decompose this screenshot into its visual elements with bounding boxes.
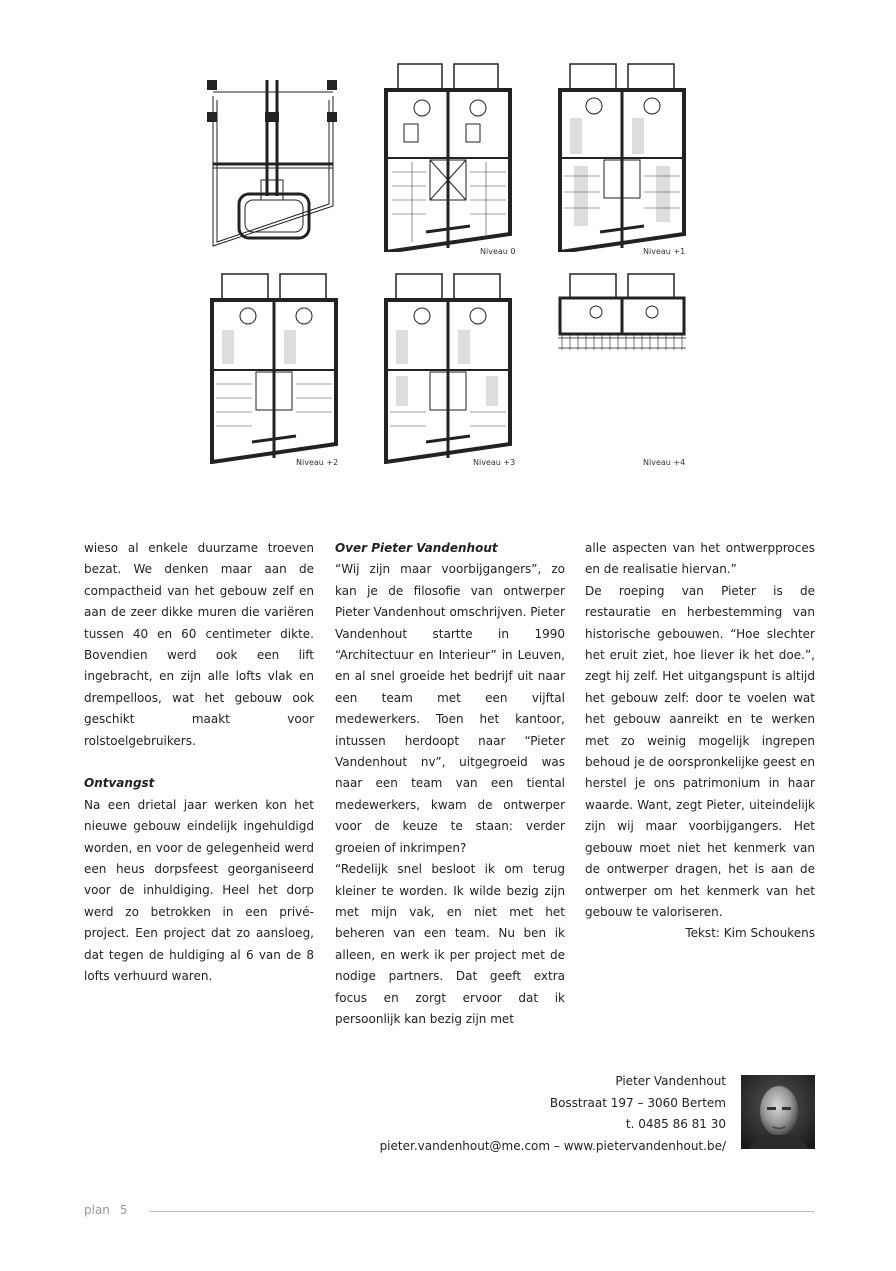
footer-divider: [150, 1211, 815, 1212]
paragraph: Na een drietal jaar werken kon het nieuwe gebouw eindelijk ingehuldigd worden, en voor de gelegenheid werd een heus dorpsfeest georganiseerd voor de inhuldiging. Heel het dorp werd zo betrokken in een privé-project. Een project dat zo aansloeg, dat tegen de huldiging al 6 van de 8 lofts verhuurd waren.: [84, 797, 314, 984]
contact-block: [380, 1071, 726, 1157]
text-column-1: [84, 538, 314, 988]
page-number: 5: [119, 1203, 128, 1217]
portrait-photo: [741, 1075, 815, 1149]
plan-label-niveau-3: Niveau +3: [473, 458, 516, 467]
text-column-2: [335, 538, 565, 1030]
plan-label-niveau-4: Niveau +4: [643, 458, 686, 467]
paragraph: “Wij zijn maar voorbijgangers”, zo kan je de filosofie van ontwerper Pieter Vandenhout omschrijven. Pieter Vandenhout startte in 1990 “Architectuur en Interieur” in Leuven, en al snel groeide het bedrijf uit naar een team met een vijftal medewerkers. Toen het kantoor, intussen herdoopt naar “Pieter Vandenhout nv”, uitgegroeid was naar een team van een tiental medewerkers, kwam de ontwerper voor de keuze te staan: verder groeien of inkrimpen?: [335, 562, 565, 855]
section-heading-ontvangst: Ontvangst: [84, 776, 155, 791]
contact-phone: t. 0485 86 81 30: [625, 1117, 726, 1131]
floor-plan-niveau-4: [556, 272, 688, 352]
text-column-3: [585, 538, 815, 945]
plan-label-niveau-1: Niveau +1: [643, 247, 686, 256]
section-heading-over-pieter: Over Pieter Vandenhout: [335, 541, 498, 555]
contact-web-link[interactable]: pieter.vandenhout@me.com – www.pietervandenhout.be/: [379, 1138, 726, 1153]
floor-plan-site: [205, 76, 345, 254]
paragraph: alle aspecten van het ontwerpproces en de realisatie hiervan.”: [585, 541, 815, 577]
plan-label-niveau-0: Niveau 0: [480, 247, 516, 256]
floor-plan-niveau-0: [382, 62, 514, 252]
plan-label-niveau-2: Niveau +2: [296, 458, 339, 467]
paragraph: De roeping van Pieter is de restauratie en herbestemming van historische gebouwen. “Hoe slechter het eruit ziet, hoe liever ik het doe.”, zegt hij zelf. Het uitgangspunt is altijd het gebouw zelf: door te voelen wat het gebouw aanreikt en te werken met zo weinig mogelijk ingrepen behoud je de oorspronkelijke geest en herstel je ons patrimonium in haar waarde. Want, zegt Pieter, uiteindelijk zijn wij maar voorbijgangers. Het gebouw moet niet het kenmerk van de ontwerper dragen, het is aan de ontwerper om het kenmerk van het gebouw te valoriseren.: [585, 583, 815, 919]
contact-address: Bosstraat 197 – 3060 Bertem: [549, 1095, 726, 1110]
floor-plans: [0, 0, 896, 480]
page-footer: [84, 1203, 138, 1217]
paragraph: wieso al enkele duurzame troeven bezat. We denken maar aan de compactheid van het gebouw zelf en aan de zeer dikke muren die variëren tussen 40 en 60 centimeter dikte. Bovendien werd ook een lift ingebracht, en zijn alle lofts vlak en drempelloos, wat het gebouw ook geschikt maakt voor rolstoelgebruikers.: [84, 541, 314, 748]
floor-plan-niveau-3: [382, 272, 514, 464]
contact-name: Pieter Vandenhout: [615, 1074, 726, 1088]
paragraph: “Redelijk snel besloot ik om terug kleiner te worden. Ik wilde bezig zijn met mijn vak, en niet met het beheren van een team. Nu ben ik alleen, en werk ik per project met de nodige partners. Dat geeft extra focus en zorgt ervoor dat ik persoonlijk kan bezig zijn met: [335, 862, 565, 1026]
author-credit: Tekst: Kim Schoukens: [685, 926, 815, 941]
floor-plan-niveau-2: [208, 272, 340, 464]
magazine-name: plan: [84, 1203, 110, 1217]
floor-plan-niveau-1: [556, 62, 688, 252]
